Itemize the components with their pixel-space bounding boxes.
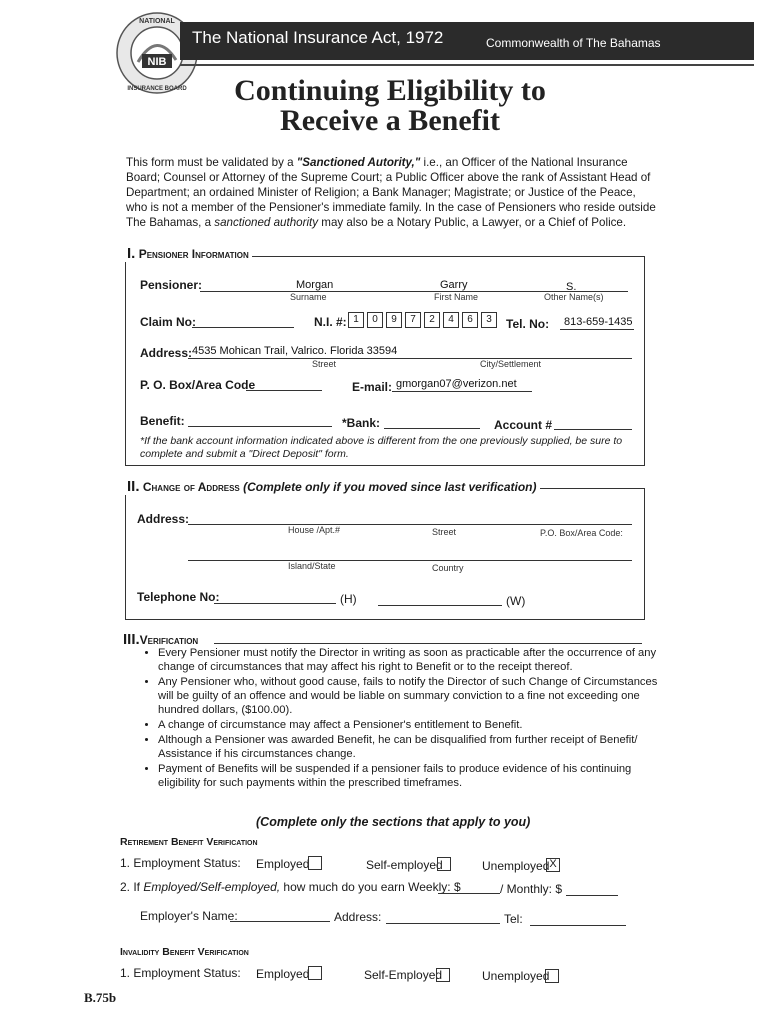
- earnings-question: 2. If Employed/Self-employed, how much do you earn Weekly: $: [120, 880, 461, 894]
- bank-note: *If the bank account information indicated above is different from the one previously supplied, be sure to complete and submit a "Direct Deposit" form.: [140, 435, 623, 460]
- ni-digit: 3: [481, 312, 497, 328]
- account-label: Account #: [494, 418, 553, 432]
- monthly-earnings-line[interactable]: [566, 895, 618, 896]
- surname-value: Morgan: [296, 279, 334, 291]
- header-rule: [180, 64, 754, 66]
- section-verification-heading: III.Verification: [120, 631, 201, 648]
- employer-tel-line[interactable]: [530, 925, 626, 926]
- invalidity-self-employed-label: Self-Employed: [364, 968, 443, 982]
- work-phone-caption: (W): [506, 594, 526, 608]
- form-title: Continuing Eligibility to Receive a Benefit: [234, 74, 546, 137]
- tel-label: Tel. No:: [506, 317, 550, 331]
- surname-caption: Surname: [290, 292, 327, 302]
- house-caption: House /Apt.#: [288, 525, 341, 535]
- employer-name-label: Employer's Name:: [140, 909, 238, 923]
- complete-note: (Complete only the sections that apply to you): [256, 815, 531, 829]
- invalidity-employed-checkbox[interactable]: [308, 966, 322, 980]
- section-address-heading: II. Change of Address (Complete only if you moved since last verification): [124, 478, 540, 495]
- claim-label: Claim No:: [140, 315, 197, 329]
- bank-label: *Bank:: [342, 416, 381, 430]
- retirement-status-label: 1. Employment Status:: [120, 856, 241, 870]
- other-names-value: S.: [566, 281, 577, 293]
- invalidity-unemployed-checkbox[interactable]: [545, 969, 559, 983]
- ni-digit: 4: [443, 312, 459, 328]
- employer-address-line[interactable]: [386, 923, 500, 924]
- retirement-self-employed-checkbox[interactable]: [437, 857, 451, 871]
- form-code: B.75b: [84, 990, 117, 1005]
- invalidity-self-employed-checkbox[interactable]: [436, 968, 450, 982]
- tel-value: 813-659-1435: [564, 316, 633, 328]
- ni-digit: 9: [386, 312, 402, 328]
- address-label: Address:: [140, 346, 193, 360]
- benefit-label: Benefit:: [140, 414, 185, 428]
- list-item: • Payment of Benefits will be suspended if a pensioner fails to produce evidence of his continuing eligibility for such payments within the prescribed timeframes.: [158, 762, 668, 790]
- home-phone-line[interactable]: [214, 603, 336, 604]
- ni-digit: 6: [462, 312, 478, 328]
- svg-text:NIB: NIB: [147, 56, 167, 68]
- work-phone-line[interactable]: [378, 605, 502, 606]
- retirement-employed-label: Employed: [256, 857, 310, 871]
- invalidity-unemployed-label: Unemployed: [482, 969, 550, 983]
- tel-line[interactable]: [560, 329, 634, 330]
- retirement-heading: Retirement Benefit Verification: [120, 836, 258, 848]
- telephone-label: Telephone No:: [137, 590, 220, 604]
- first-name-caption: First Name: [434, 292, 479, 302]
- bank-line[interactable]: [384, 428, 480, 429]
- invalidity-status-label: 1. Employment Status:: [120, 966, 241, 980]
- address-value: 4535 Mohican Trail, Valrico. Florida 33594: [192, 345, 398, 357]
- employer-address-label: Address:: [334, 910, 382, 924]
- verification-rule: [214, 643, 642, 644]
- svg-text:INSURANCE BOARD: INSURANCE BOARD: [127, 86, 187, 92]
- retirement-unemployed-label: Unemployed: [482, 859, 550, 873]
- ni-digit: 7: [405, 312, 421, 328]
- change-address-label: Address:: [137, 512, 190, 526]
- svg-text:NATIONAL: NATIONAL: [139, 18, 175, 25]
- employer-name-line[interactable]: [230, 921, 330, 922]
- pensioner-label: Pensioner:: [140, 278, 203, 292]
- pobox-line[interactable]: [246, 390, 322, 391]
- invalidity-heading: Invalidity Benefit Verification: [120, 946, 249, 958]
- list-item: • Every Pensioner must notify the Director in writing as soon as practicable after the occurrence of any change of circumstances that may affect his right to Benefit or to the receipt thereof.: [158, 646, 668, 674]
- retirement-unemployed-checkbox[interactable]: X: [546, 858, 560, 872]
- employer-tel-label: Tel:: [504, 912, 523, 926]
- email-label: E-mail:: [352, 380, 393, 394]
- street-caption-2: Street: [432, 527, 457, 537]
- ni-digit-cells[interactable]: [348, 312, 497, 328]
- claim-line[interactable]: [192, 327, 294, 328]
- email-line[interactable]: [392, 391, 532, 392]
- pobox-caption: P.O. Box/Area Code:: [540, 528, 623, 538]
- intro-paragraph: This form must be validated by a "Sanctioned Autority," i.e., an Officer of the National Insurance Board; Counsel or Attorney of the Supreme Court; a Public Officer above the rank of Assistant Head of Department; an ordained Minister of Religion; a Bank Manager; Magistrate; or Justice of the Peace, who is not a member of the Pensioner's immediate family. In the case of Pensioners who reside outside The Bahamas, a sanctioned authority may also be a Notary Public, a Lawyer, or a Chief of Police.: [126, 156, 656, 229]
- address-line[interactable]: [188, 358, 632, 359]
- ni-label: N.I. #:: [314, 315, 347, 329]
- monthly-earnings-label: / Monthly: $: [500, 882, 563, 896]
- retirement-self-employed-label: Self-employed: [366, 858, 443, 872]
- verification-list: [140, 646, 668, 791]
- other-names-caption: Other Name(s): [544, 292, 604, 302]
- island-line[interactable]: [188, 560, 632, 561]
- section-pensioner-heading: I. Pensioner Information: [124, 245, 252, 262]
- list-item: • Although a Pensioner was awarded Benefit, he can be disqualified from further receipt of Benefit/ Assistance if his circumstances change.: [158, 733, 668, 761]
- pobox-label: P. O. Box/Area Code: [140, 378, 256, 392]
- list-item: • Any Pensioner who, without good cause, fails to notify the Director of such Change of Circumstances will be guilty of an offence and would be liable on summary conviction to a fine not exceeding one hundred dollars, ($100.00).: [158, 675, 668, 717]
- country-name: Commonwealth of The Bahamas: [486, 36, 661, 50]
- ni-digit: 2: [424, 312, 440, 328]
- first-name-value: Garry: [440, 279, 468, 291]
- change-address-line[interactable]: [188, 524, 632, 525]
- account-line[interactable]: [554, 429, 632, 430]
- weekly-earnings-line[interactable]: [438, 893, 500, 894]
- list-item: • A change of circumstance may affect a Pensioner's entitlement to Benefit.: [158, 718, 668, 732]
- ni-digit: 1: [348, 312, 364, 328]
- home-phone-caption: (H): [340, 592, 357, 606]
- island-caption: Island/State: [288, 561, 336, 571]
- act-title: The National Insurance Act, 1972: [192, 28, 444, 47]
- street-caption: Street: [312, 359, 337, 369]
- benefit-line[interactable]: [188, 426, 332, 427]
- retirement-employed-checkbox[interactable]: [308, 856, 322, 870]
- ni-digit: 0: [367, 312, 383, 328]
- invalidity-employed-label: Employed: [256, 967, 310, 981]
- email-value: gmorgan07@verizon.net: [396, 378, 517, 390]
- city-caption: City/Settlement: [480, 359, 542, 369]
- country-caption: Country: [432, 563, 464, 573]
